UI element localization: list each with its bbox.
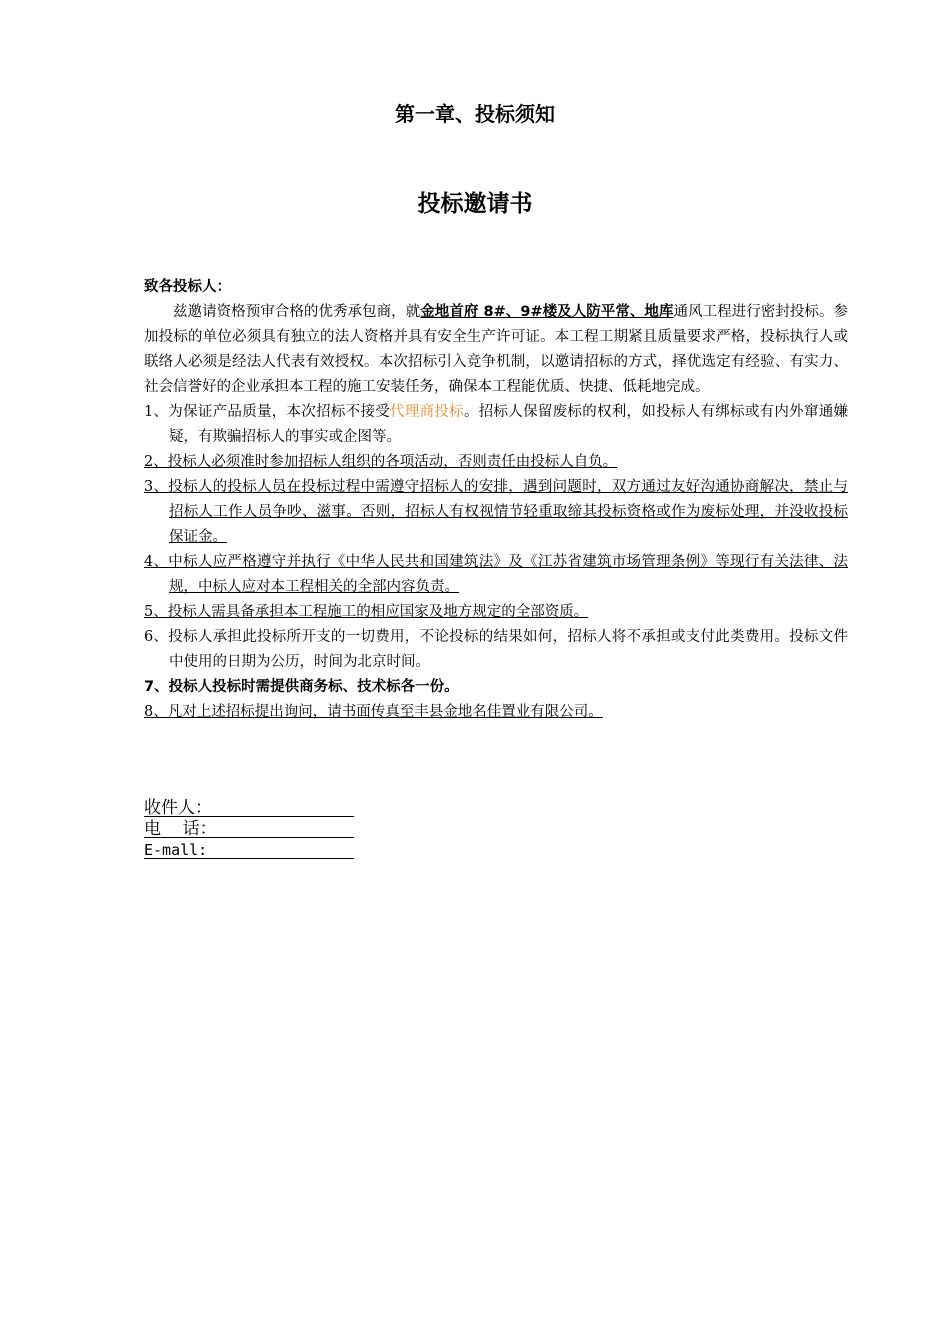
project-name: 金地首府 8#、9#楼及人防平常、地库	[420, 304, 674, 320]
contact-block	[144, 796, 354, 859]
phone-field[interactable]	[144, 817, 354, 838]
recipient-row	[144, 796, 354, 817]
item-5-text: 5、投标人需具备承担本工程施工的相应国家及地方规定的全部资质。	[144, 604, 589, 620]
item-1-after: 。招标人保留废标的权利，如投标人有绑标或有内外窜通嫌疑，有欺骗招标人的事实或企图等。	[169, 404, 849, 445]
item-3-text: 3、投标人的投标人员在投标过程中需遵守招标人的安排，遇到问题时，双方通过友好沟通协商解决，禁止与招标人工作人员争吵、滋事。否则，招标人有权视情节轻重取缔其投标资格或作为废标处理，并没收投标保证金。	[144, 479, 848, 545]
notice-item-7	[144, 675, 848, 700]
salutation: 致各投标人：	[144, 279, 231, 295]
notice-item-8	[144, 700, 848, 725]
notice-item-6	[144, 625, 848, 675]
chapter-title: 第一章、投标须知	[395, 102, 555, 126]
email-field[interactable]	[144, 838, 354, 859]
item-2-text: 2、投标人必须准时参加招标人组织的各项活动，否则责任由投标人自负。	[144, 454, 618, 470]
intro-paragraph	[144, 300, 848, 400]
recipient-label: 收件人：	[144, 798, 212, 818]
agent-bid-highlight: 代理商投标	[390, 404, 464, 420]
phone-label: 电 话：	[144, 819, 217, 839]
phone-row	[144, 817, 354, 838]
item-6-text: 6、投标人承担此投标所开支的一切费用，不论投标的结果如何，招标人将不承担或支付此类费用。投标文件中使用的日期为公历，时间为北京时间。	[144, 629, 848, 670]
email-label: E-mall:	[144, 841, 208, 859]
email-row	[144, 838, 354, 859]
notice-item-5	[144, 600, 848, 625]
recipient-field[interactable]	[144, 796, 354, 817]
notice-item-1	[144, 400, 848, 450]
notice-item-4	[144, 550, 848, 600]
intro-text-after: 通风工程进行密封投标。参加投标的单位必须具有独立的法人资格并具有安全生产许可证。本工程工期紧且质量要求严格，投标执行人或联络人必须是经法人代表有效授权。本次招标引入竞争机制，以邀请招标的方式，择优选定有经验、有实力、社会信誉好的企业承担本工程的施工安装任务，确保本工程能优质、快捷、低耗地完成。	[144, 304, 849, 395]
item-4-text: 4、中标人应严格遵守并执行《中华人民共和国建筑法》及《江苏省建筑市场管理条例》等现行有关法律、法规，中标人应对本工程相关的全部内容负责。	[144, 554, 848, 595]
item-1-before: 1、为保证产品质量，本次招标不接受	[144, 404, 391, 420]
intro-text-before: 兹邀请资格预审合格的优秀承包商，就	[173, 304, 421, 320]
item-8-text: 8、凡对上述招标提出询问，请书面传真至丰县金地名佳置业有限公司。	[144, 704, 603, 720]
notice-item-2	[144, 450, 848, 475]
document-body	[144, 275, 848, 725]
document-title: 投标邀请书	[417, 191, 533, 217]
item-7-text: 7、投标人投标时需提供商务标、技术标各一份。	[144, 679, 459, 695]
notice-item-3	[144, 475, 848, 550]
